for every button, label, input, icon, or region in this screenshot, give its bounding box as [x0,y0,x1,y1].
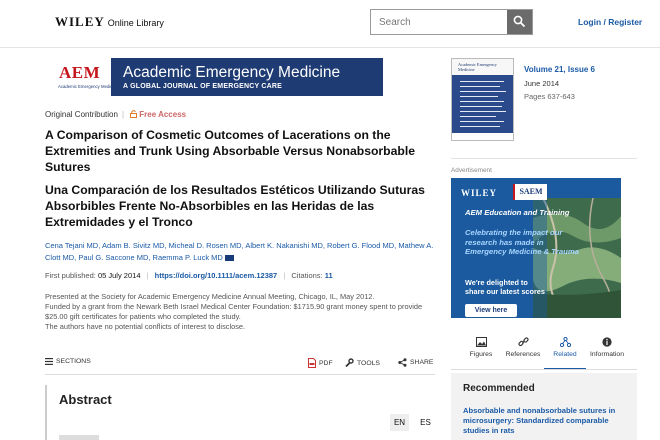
ad-view-here-button[interactable]: View here [465,304,517,317]
recommended-panel [451,373,637,440]
tabs-divider [451,369,637,370]
pdf-button[interactable] [308,358,333,368]
aem-logo-subtext: Academic Emergency Medicine [58,84,119,89]
article-title-spanish: Una Comparación de los Resultados Estéticos Utilizando Suturas Absorbibles Frente No-Absorbibles en las Heridas de las Extremidades y el Tronco [45,183,425,229]
citations-label: Citations: [291,271,323,280]
ad-headline: AEM Education and Training [465,208,570,217]
tab-related-label: Related [553,351,577,358]
search-input[interactable] [371,10,508,34]
tab-information[interactable] [586,333,628,370]
article-meta: Original Contribution | Free Access [45,110,187,119]
issue-link[interactable]: Volume 21, Issue 6 [524,65,595,74]
citations-count[interactable]: 11 [324,271,333,280]
sections-button[interactable] [45,358,91,365]
ad-call-to-action: We're delighted to share our latest scores [465,278,545,296]
open-lock-icon [130,110,137,118]
ad-saem-logo: SAEM [513,184,547,200]
note-conflicts: The authors have no potential conflicts of interest to disclose. [45,322,246,331]
logo-brand: WILEY [55,14,105,29]
recommended-article-link[interactable]: Absorbable and nonabsorbable sutures in microsurgery: Standardized comparable studies in rats [463,406,616,435]
share-icon [398,358,407,367]
issue-date: June 2014 [524,79,560,88]
advertisement-banner[interactable] [451,178,621,318]
related-icon [560,337,571,347]
sidebar-divider [451,158,637,159]
journal-banner[interactable] [55,58,383,96]
abstract-divider [45,385,47,440]
journal-cover-thumbnail[interactable] [451,58,514,141]
abstract-text-cutoff [59,435,99,440]
aem-logo-text: AEM [59,63,101,82]
article-title-english: A Comparison of Cosmetic Outcomes of Lacerations on the Extremities and Trunk Using Absorbable Versus Nonabsorbable Sutures [45,128,416,174]
sidebar-tabs [451,333,637,370]
pdf-label: PDF [319,359,333,367]
article-toolbar [45,355,435,375]
ad-body-text: Celebrating the impact our research has made in Emergency Medicine & Trauma [465,228,579,257]
journal-title: Academic Emergency Medicine [123,64,341,81]
ad-wiley-logo: WILEY [461,188,498,198]
menu-icon [45,358,53,365]
wiley-online-library-logo[interactable] [55,14,164,30]
free-access-badge: Free Access [139,110,187,119]
tab-references[interactable] [502,333,544,370]
tab-information-label: Information [589,351,624,358]
tools-label: TOOLS [357,359,380,367]
cover-toc-band [452,75,514,133]
tab-related[interactable] [544,333,586,370]
first-published-date: 05 July 2014 [97,271,141,280]
pdf-icon [308,358,316,368]
first-published-label: First published: [45,271,96,280]
journal-subtitle: A GLOBAL JOURNAL OF EMERGENCY CARE [123,83,282,90]
author-list[interactable] [45,240,435,264]
note-funding: Funded by a grant from the Newark Beth Israel Medical Center Foundation: $1715.90 grant money spent to provide $25.00 gift certificates for patients who completed the study. [45,302,423,321]
cover-footer [452,133,514,141]
authors-text[interactable]: Cena Tejani MD, Adam B. Sivitz MD, Micheal D. Rosen MD, Albert K. Nakanishi MD, Robert G. Flood MD, Mathew A. Clott MD, Paul G. Saccone MD, Raemma P. Luck MD [45,241,434,262]
logo-suffix: Online Library [107,18,164,28]
tab-figures[interactable] [460,333,502,370]
tab-figures-label: Figures [469,351,493,358]
search-button[interactable] [507,10,532,34]
sections-label: SECTIONS [56,358,91,365]
link-icon [518,337,529,347]
article-notes [45,292,440,332]
share-button[interactable] [398,358,433,367]
abstract-heading: Abstract [59,392,112,407]
search-icon [513,15,526,28]
language-es-button[interactable]: ES [420,418,431,427]
share-label: SHARE [410,359,434,366]
wrench-icon [344,358,354,368]
recommended-heading: Recommended [463,383,535,394]
language-en-button[interactable]: EN [390,414,409,431]
article-type: Original Contribution [45,110,118,119]
advertisement-label: Advertisement [451,167,492,174]
aem-logo [55,58,119,96]
tools-button[interactable] [344,358,380,368]
issue-pages: Pages 637-643 [524,92,575,101]
doi-link[interactable]: https://doi.org/10.1111/acem.12387 [154,271,278,280]
search-box [370,9,533,35]
login-register-link[interactable]: Login / Register [578,17,643,27]
top-bar [0,0,660,48]
note-presented: Presented at the Society for Academic Emergency Medicine Annual Meeting, Chicago, IL, May 2012. [45,292,375,301]
figures-icon [476,337,487,347]
tab-references-label: References [505,351,541,358]
publication-info: First published: 05 July 2014 | https://doi.org/10.1111/acem.12387 | Citations: 11 [45,271,333,280]
cover-title: Academic Emergency Medicine [458,62,497,72]
envelope-icon[interactable] [225,255,234,261]
info-icon [602,337,612,347]
